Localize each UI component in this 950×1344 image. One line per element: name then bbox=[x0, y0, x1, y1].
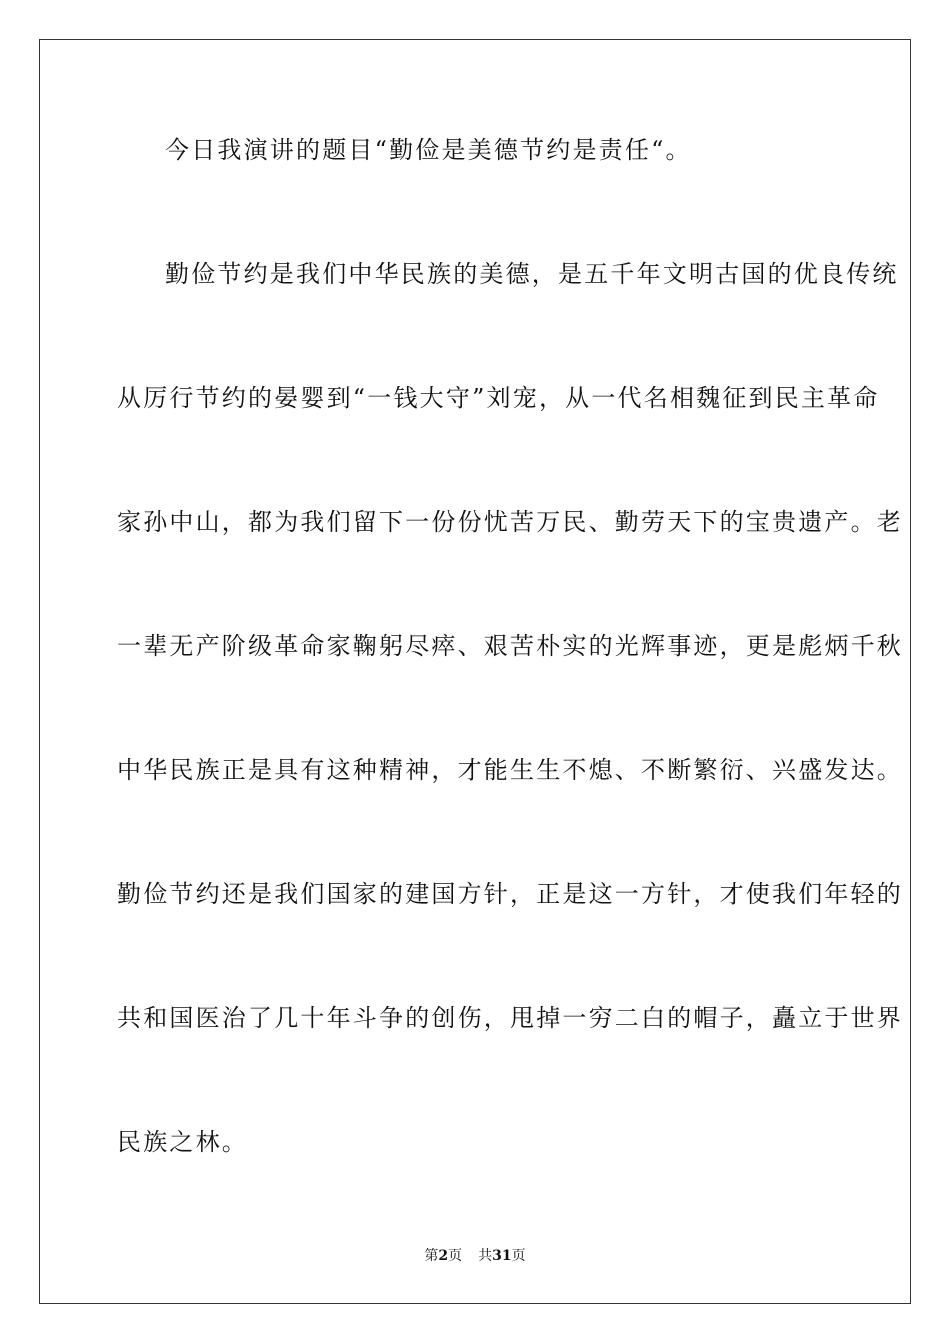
page-footer bbox=[0, 1247, 950, 1265]
footer-total-prefix: 共 bbox=[478, 1248, 493, 1264]
paragraph-line: 勤俭节约还是我们国家的建国方针，正是这一方针，才使我们年轻的 bbox=[117, 880, 903, 908]
paragraph-line: 家孙中山，都为我们留下一份份忧苦万民、勤劳天下的宝贵遗产。老 bbox=[117, 508, 903, 536]
footer-prefix: 第 bbox=[424, 1248, 439, 1264]
paragraph-line: 勤俭节约是我们中华民族的美德，是五千年文明古国的优良传统 bbox=[165, 260, 899, 288]
page-border bbox=[39, 39, 911, 1304]
paragraph-line: 从厉行节约的晏婴到“一钱大守”刘宠，从一代名相魏征到民主革命 bbox=[117, 384, 880, 412]
footer-page-unit: 页 bbox=[448, 1248, 463, 1264]
footer-total-unit: 页 bbox=[511, 1248, 526, 1264]
paragraph-line: 一辈无产阶级革命家鞠躬尽瘁、艰苦朴实的光辉事迹，更是彪炳千秋 bbox=[117, 632, 903, 660]
paragraph-line: 民族之林。 bbox=[117, 1128, 248, 1156]
paragraph-line: 共和国医治了几十年斗争的创伤，甩掉一穷二白的帽子，矗立于世界 bbox=[117, 1004, 903, 1032]
total-pages-number: 31 bbox=[492, 1248, 512, 1264]
paragraph-line: 今日我演讲的题目“勤俭是美德节约是责任“。 bbox=[165, 136, 692, 164]
paragraph-line: 中华民族正是具有这种精神，才能生生不熄、不断繁衍、兴盛发达。 bbox=[117, 756, 903, 784]
current-page-number: 2 bbox=[438, 1248, 449, 1264]
